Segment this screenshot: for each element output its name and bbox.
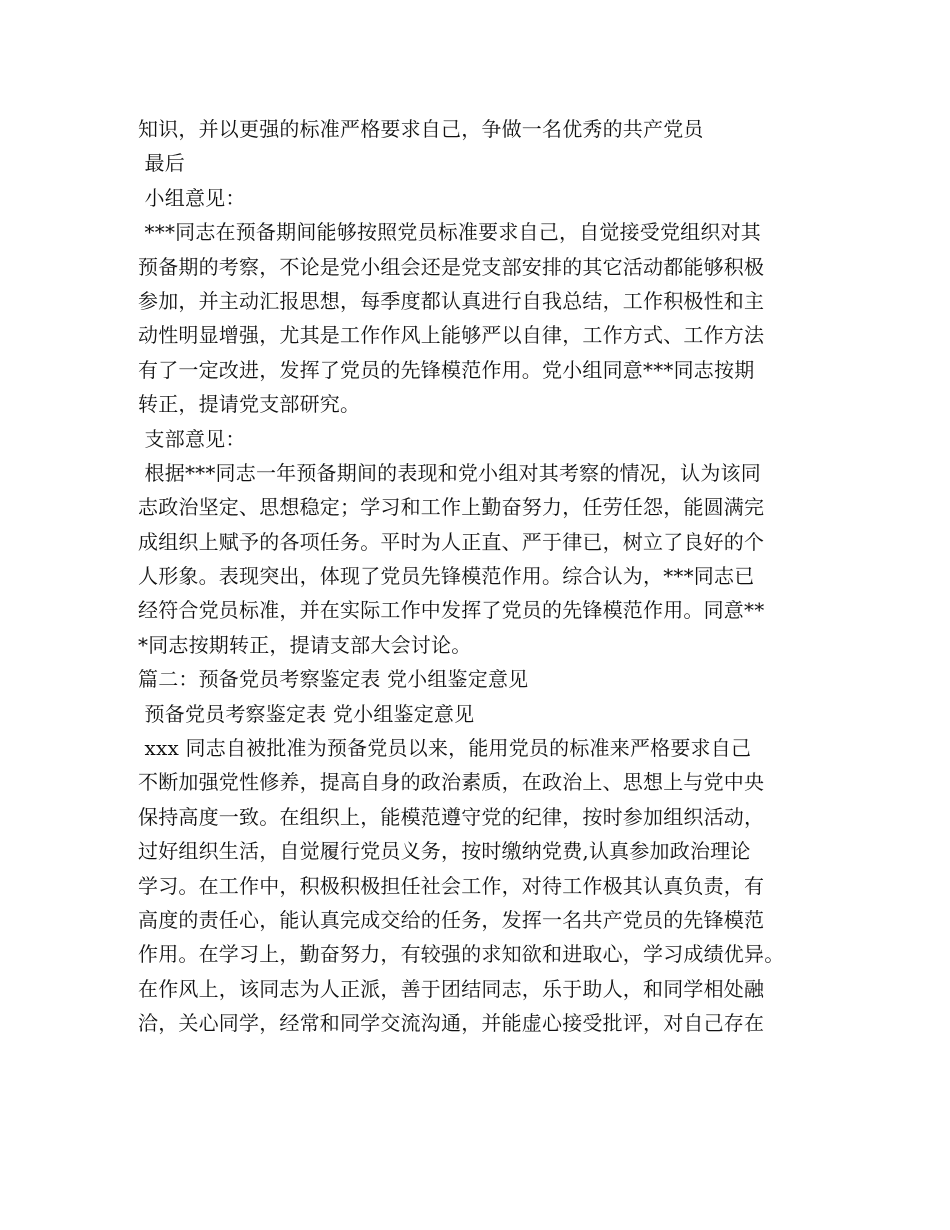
text-line: ***同志在预备期间能够按照党员标准要求自己，自觉接受党组织对其 — [138, 220, 761, 245]
text-line: 小组意见： — [138, 185, 246, 210]
text-line: 知识，并以更强的标准严格要求自己，争做一名优秀的共产党员 — [138, 117, 704, 141]
text-line: *同志按期转正，提请支部大会讨论。 — [138, 632, 472, 657]
text-line: 成组织上赋予的各项任务。平时为人正直、严于律已，树立了良好的个 — [138, 529, 765, 554]
text-line: 参加，并主动汇报思想，每季度都认真进行自我总结，工作积极性和主 — [138, 288, 765, 313]
section-heading: 篇二：预备党员考察鉴定表 党小组鉴定意见 — [138, 667, 529, 692]
text-line: 有了一定改进，发挥了党员的先锋模范作用。党小组同意***同志按期 — [138, 357, 755, 382]
text-line: 预备期的考察，不论是党小组会还是党支部安排的其它活动都能够积极 — [138, 254, 765, 279]
subheading: 预备党员考察鉴定表 党小组鉴定意见 — [138, 701, 475, 726]
text-line: 人形象。表现突出，体现了党员先锋模范作用。综合认为，***同志已 — [138, 564, 755, 589]
text-line: 保持高度一致。在组织上，能模范遵守党的纪律，按时参加组织活动， — [138, 804, 765, 829]
text-line: 过好组织生活，自觉履行党员义务，按时缴纳党费,认真参加政治理论 — [138, 839, 751, 864]
document-body — [138, 112, 828, 1041]
text-line: 最后 — [138, 151, 185, 176]
text-line: 志政治坚定、思想稳定；学习和工作上勤奋努力，任劳任怨，能圆满完 — [138, 495, 765, 520]
text-line: 动性明显增强，尤其是工作作风上能够严以自律，工作方式、工作方法 — [138, 323, 765, 348]
text-line: 学习。在工作中，积极积极担任社会工作，对待工作极其认真负责，有 — [138, 873, 765, 898]
text-line: 高度的责任心，能认真完成交给的任务，发挥一名共产党员的先锋模范 — [138, 907, 765, 932]
text-line: 支部意见： — [138, 426, 246, 451]
text-line: xxx 同志自被批准为预备党员以来，能用党员的标准来严格要求自己 — [138, 736, 752, 761]
text-line: 根据***同志一年预备期间的表现和党小组对其考察的情况，认为该同 — [138, 460, 761, 485]
text-line: 洽，关心同学，经常和同学交流沟通，并能虚心接受批评，对自己存在 — [138, 1011, 765, 1036]
text-line: 在作风上，该同志为人正派，善于团结同志，乐于助人，和同学相处融 — [138, 976, 765, 1001]
text-line: 作用。在学习上，勤奋努力，有较强的求知欲和进取心，学习成绩优异。 — [138, 942, 785, 967]
text-line: 不断加强党性修养，提高自身的政治素质，在政治上、思想上与党中央 — [138, 770, 765, 795]
text-line: 经符合党员标准，并在实际工作中发挥了党员的先锋模范作用。同意** — [138, 598, 765, 623]
text-line: 转正，提请党支部研究。 — [138, 392, 361, 417]
